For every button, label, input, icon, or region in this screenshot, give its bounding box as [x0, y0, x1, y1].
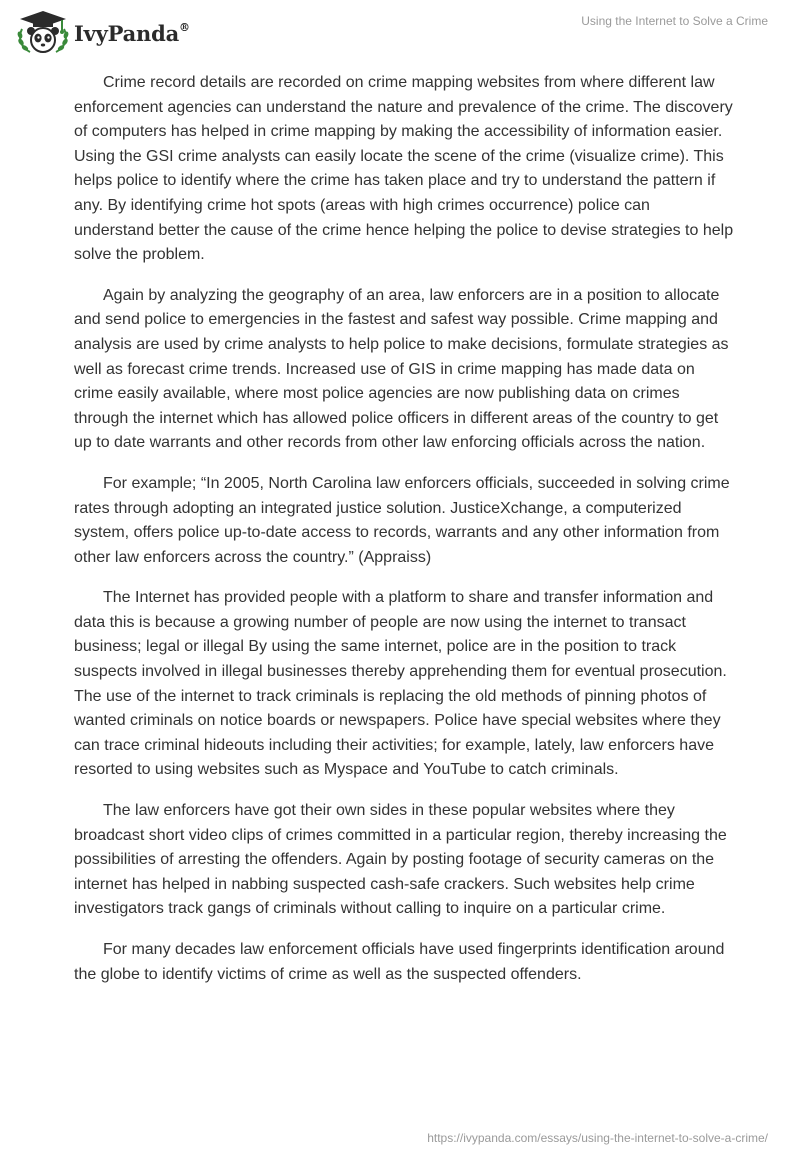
brand-name: IvyPanda® [74, 20, 190, 46]
brand-logo[interactable] [14, 9, 190, 55]
panda-graduate-icon [14, 9, 72, 55]
page-header [0, 0, 800, 60]
paragraph: For example; “In 2005, North Carolina law enforcers officials, succeeded in solving crime rates through adopting an integrated justice solution. JusticeXchange, a computerized system, offers police up-to-date access to records, warrants and any other information from other law enforcers across the country.” (Appraiss) [74, 474, 730, 566]
paragraph: For many decades law enforcement officials have used fingerprints identification around the globe to identify victims of crime as well as the suspected offenders. [74, 941, 725, 983]
source-url[interactable]: https://ivypanda.com/essays/using-the-internet-to-solve-a-crime/ [427, 1131, 768, 1145]
registered-mark: ® [179, 20, 190, 34]
paragraph: The law enforcers have got their own sides in these popular websites where they broadcast short video clips of crimes committed in a particular region, thereby increasing the possibilities of arresting the offenders. Again by posting footage of security cameras on the internet has helped in nabbing suspected cash-safe crackers. Such websites help crime investigators track gangs of criminals without calling to inquire on a particular crime. [74, 802, 727, 918]
paragraph: Crime record details are recorded on crime mapping websites from where different law enforcement agencies can understand the nature and prevalence of the crime. The discovery of computers has helped in crime mapping by making the accessibility of information easier. Using the GSI crime analysts can easily locate the scene of the crime (visualize crime). This helps police to identify where the crime has taken place and try to understand the pattern if any. By identifying crime hot spots (areas with high crimes occurrence) police can understand better the cause of the crime hence helping the police to devise strategies to help solve the problem. [74, 74, 734, 264]
paragraph: The Internet has provided people with a platform to share and transfer information and data this is because a growing number of people are now using the internet to transact business; legal or illegal By using the same internet, police are in the position to track suspects involved in illegal businesses thereby apprehending them for eventual prosecution. The use of the internet to track criminals is replacing the old methods of pinning photos of wanted criminals on notice boards or newspapers. Police have special websites where they can trace criminal hideouts including their activities; for example, lately, law enforcers have resorted to using websites such as Myspace and YouTube to catch criminals. [74, 589, 727, 779]
document-title: Using the Internet to Solve a Crime [581, 14, 768, 28]
paragraph: Again by analyzing the geography of an area, law enforcers are in a position to allocate and send police to emergencies in the fastest and safest way possible. Crime mapping and analysis are used by crime analysts to help police to make decisions, formulate strategies as well as forecast crime trends. Increased use of GIS in crime mapping has made data on crime easily available, where most police agencies are now publishing data on crimes through the internet which has allowed police officers in different areas of the country to get up to date warrants and other records from other law enforcing officials across the nation. [74, 286, 729, 452]
essay-body [74, 71, 734, 1003]
